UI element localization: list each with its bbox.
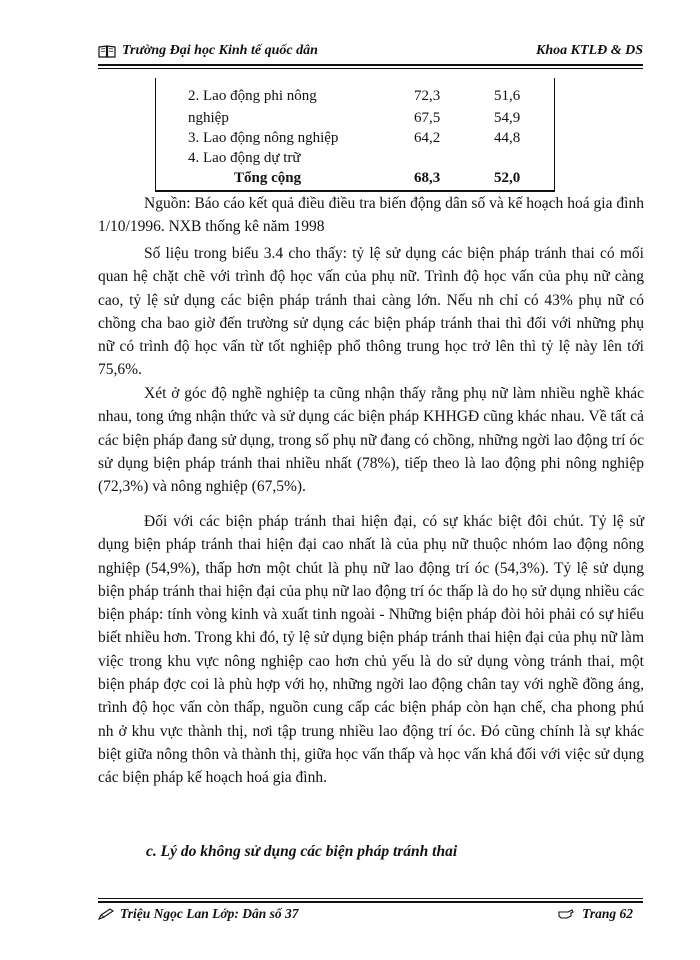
table-cell-category: nghiệp [188, 110, 229, 126]
paragraph-text: Xét ở góc độ nghề nghiệp ta cũng nhận thấy rằng phụ nữ làm nhiều nghề khác nhau, tong ứng nhận thức và sử dụng các biện pháp KHHGĐ cũng khác nhau. Về tất cả các biện pháp đang sử dụng, trong số phụ nữ đang có chồng, những ngời lao động trí óc sử dụng biện pháp tránh thai nhiều nhất (78%), tiếp theo là lao động phi nông nghiệp (72,3%) và nông nghiệp (67,5%). [98, 385, 644, 496]
table-cell-value: 44,8 [494, 130, 521, 146]
table-total-value: 68,3 [414, 170, 441, 186]
table-cell-category: 4. Lao động dự trữ [188, 150, 301, 166]
paragraph-text: Đối với các biện pháp tránh thai hiện đại, có sự khác biệt đôi chút. Tỷ lệ sử dụng biện pháp tránh thai hiện đại cao nhất là của phụ nữ thuộc nhóm lao động nông nghiệp (54,9%), thấp hơn một chút là phụ nữ lao động trí óc (54,3%). Tỷ lệ sử dụng biện pháp tránh thai hiện đại của phụ nữ lao động trí óc thấp là do họ sử dụng nhiều các biện pháp: tính vòng kinh và xuất tinh ngoài - Những biện pháp đòi hỏi phải có sự hiểu biết nhiều hơn. Trong khi đó, tỷ lệ sử dụng biện pháp tránh thai hiện đại của phụ nữ làm việc trong khu vực nông nghiệp cao hơn chủ yếu là do sử dụng vòng tránh thai, một biện pháp đợc coi là phù hợp với họ, những ngời lao động chân tay với nghề đồng áng, trình độ học vấn còn thấp, nguồn cung cấp các biện pháp còn hạn chế, cha phong phú nh ở khu vực thành thị, nơi tập trung nhiều lao động trí óc. Đó cũng chính là sự khác biệt giữa nông thôn và thành thị, giữa học vấn thấp và học vấn khá đối với việc sử dụng các biện pháp kế hoạch hoá gia đình. [98, 513, 644, 787]
page-footer [98, 906, 643, 928]
table-cell-value: 64,2 [414, 130, 441, 146]
footer-left [98, 906, 299, 922]
header-rule-thin [98, 68, 643, 69]
table-cell-category: 3. Lao động nông nghiệp [188, 130, 339, 146]
footer-right [558, 906, 633, 922]
header-faculty: Khoa KTLĐ & DS [536, 43, 643, 58]
source-note [98, 192, 644, 239]
section-subheading: c. Lý do không sử dụng các biện pháp tránh thai [146, 843, 458, 860]
table-cell-category: 2. Lao động phi nông [188, 88, 317, 104]
footer-author: Triệu Ngọc Lan Lớp: Dân số 37 [120, 906, 299, 921]
header-school: Trường Đại học Kinh tế quốc dân [122, 43, 318, 58]
paragraph-2 [98, 382, 644, 498]
table-total-label: Tổng cộng [234, 170, 302, 186]
pointing-hand-icon [558, 908, 574, 920]
footer-rule-thin [98, 898, 643, 899]
paragraph-3 [98, 510, 644, 790]
table-cell-value: 51,6 [494, 88, 521, 104]
paragraph-text: Số liệu trong biểu 3.4 cho thấy: tỷ lệ sử dụng các biện pháp tránh thai có mối quan hệ chặt chẽ với trình độ học vấn của phụ nữ. Trình độ học vấn của phụ nữ càng cao, tỷ lệ sử dụng các biện pháp tránh thai càng lớn. Nếu nh chỉ có 43% phụ nữ có chồng cha bao giờ đến trường sử dụng các biện pháp tránh thai thì đối với những phụ nữ có trình độ học vấn từ tốt nghiệp phổ thông trung học trở lên thì tỷ lệ này lên tới 75,6%. [98, 245, 644, 379]
data-table [155, 78, 555, 192]
table-cell-value: 72,3 [414, 88, 441, 104]
page-number: Trang 62 [582, 906, 633, 921]
footer-rule [98, 901, 643, 903]
paragraph-1 [98, 242, 644, 382]
pen-icon [98, 908, 114, 920]
header-left [98, 43, 318, 59]
book-icon [98, 45, 116, 58]
table-cell-value: 54,9 [494, 110, 521, 126]
header-rule [98, 64, 643, 66]
table-total-value: 52,0 [494, 170, 521, 186]
source-text: Nguồn: Báo cáo kết quả điều điều tra biến động dân số và kế hoạch hoá gia đình 1/10/1996. NXB thống kê năm 1998 [98, 195, 644, 236]
page-header [98, 40, 643, 64]
table-cell-value: 67,5 [414, 110, 441, 126]
